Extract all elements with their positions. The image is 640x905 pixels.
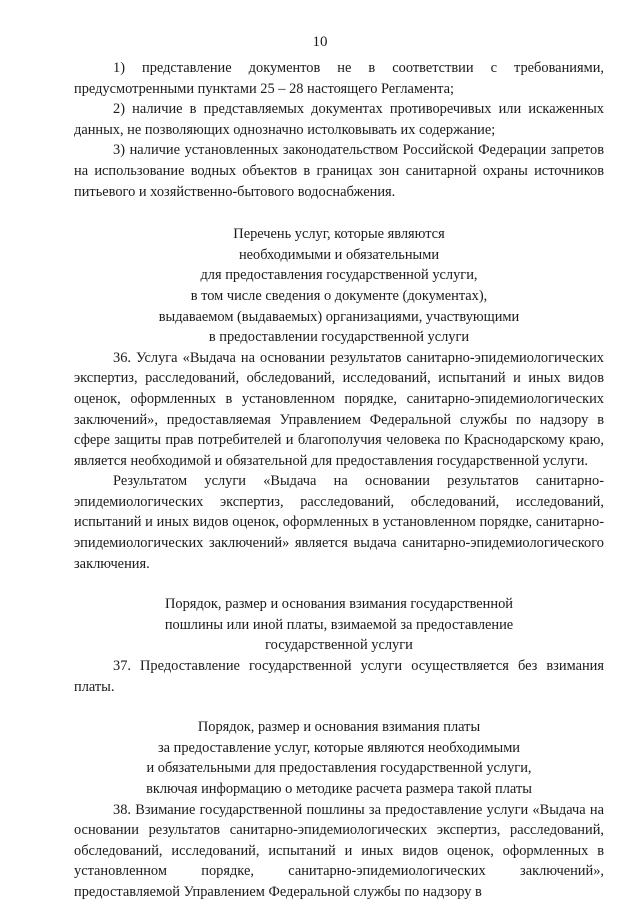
heading-line: включая информацию о методике расчета размера такой платы [146, 781, 532, 797]
page-number: 10 [312, 34, 328, 50]
heading-line: Перечень услуг, которые являются [233, 226, 445, 243]
heading-line: выдаваемом (выдаваемых) организациями, участвующими [158, 308, 520, 325]
paragraph-36-result: Результатом услуги «Выдача на основании результатов санитарно-эпидемиологических экспертиз, расследований, обследований, исследований, испытаний и иных видов оценок, оформленных в установленном порядке, санитарно-эпидемиологических заключений» является выдача санитарно-эпидемиологического заключения. [74, 473, 604, 572]
section-heading-services [74, 224, 604, 348]
heading-line: необходимыми и обязательными [238, 246, 440, 263]
document-body [74, 58, 604, 903]
heading-line: Порядок, размер и основания взимания государственной [165, 596, 513, 613]
heading-line: Порядок, размер и основания взимания платы [197, 719, 481, 736]
heading-line: в том числе сведения о документе (документах), [190, 287, 488, 304]
list-item: 1) представление документов не в соответствии с требованиями, предусмотренными пунктами 25 – 28 настоящего Регламента; [74, 60, 604, 97]
heading-line: для предоставления государственной услуги, [200, 267, 478, 284]
list-item: 2) наличие в представляемых документах противоречивых или искаженных данных, не позволяющих однозначно истолковывать их содержание; [74, 101, 604, 138]
heading-line: за предоставление услуг, которые являются необходимыми [157, 739, 521, 756]
list-item: 3) наличие установленных законодательством Российской Федерации запретов на использование водных объектов в границах зон санитарной охраны источников питьевого и хозяйственно-бытового водоснабжения. [74, 142, 604, 200]
heading-line: и обязательными для предоставления государственной услуги, [146, 760, 532, 777]
section-heading-payment [74, 717, 604, 799]
paragraph-36: 36. Услуга «Выдача на основании результатов санитарно-эпидемиологических экспертиз, расследований, обследований, исследований, испытаний и иных видов оценок, оформленных в установленном порядке, санитарно-эпидемиологических заключений», предоставляемая Управлением Федеральной службы по надзору в сфере защиты прав потребителей и благополучия человека по Краснодарскому краю, является необходимой и обязательной для предоставления государственной услуги. [74, 349, 604, 469]
heading-line: государственной услуги [265, 637, 413, 654]
paragraph-37: 37. Предоставление государственной услуги осуществляется без взимания платы. [74, 658, 604, 695]
section-heading-fee [74, 594, 604, 656]
heading-line: в предоставлении государственной услуги [208, 329, 470, 346]
paragraph-38: 38. Взимание государственной пошлины за предоставление услуги «Выдача на основании результатов санитарно-эпидемиологических экспертиз, расследований, обследований, исследований, испытаний и иных видов оценок, оформленных в установленном порядке, санитарно-эпидемиологических заключений», предоставляемой Управлением Федеральной службы по надзору в [74, 801, 604, 900]
heading-line: пошлины или иной платы, взимаемой за предоставление [164, 616, 514, 633]
